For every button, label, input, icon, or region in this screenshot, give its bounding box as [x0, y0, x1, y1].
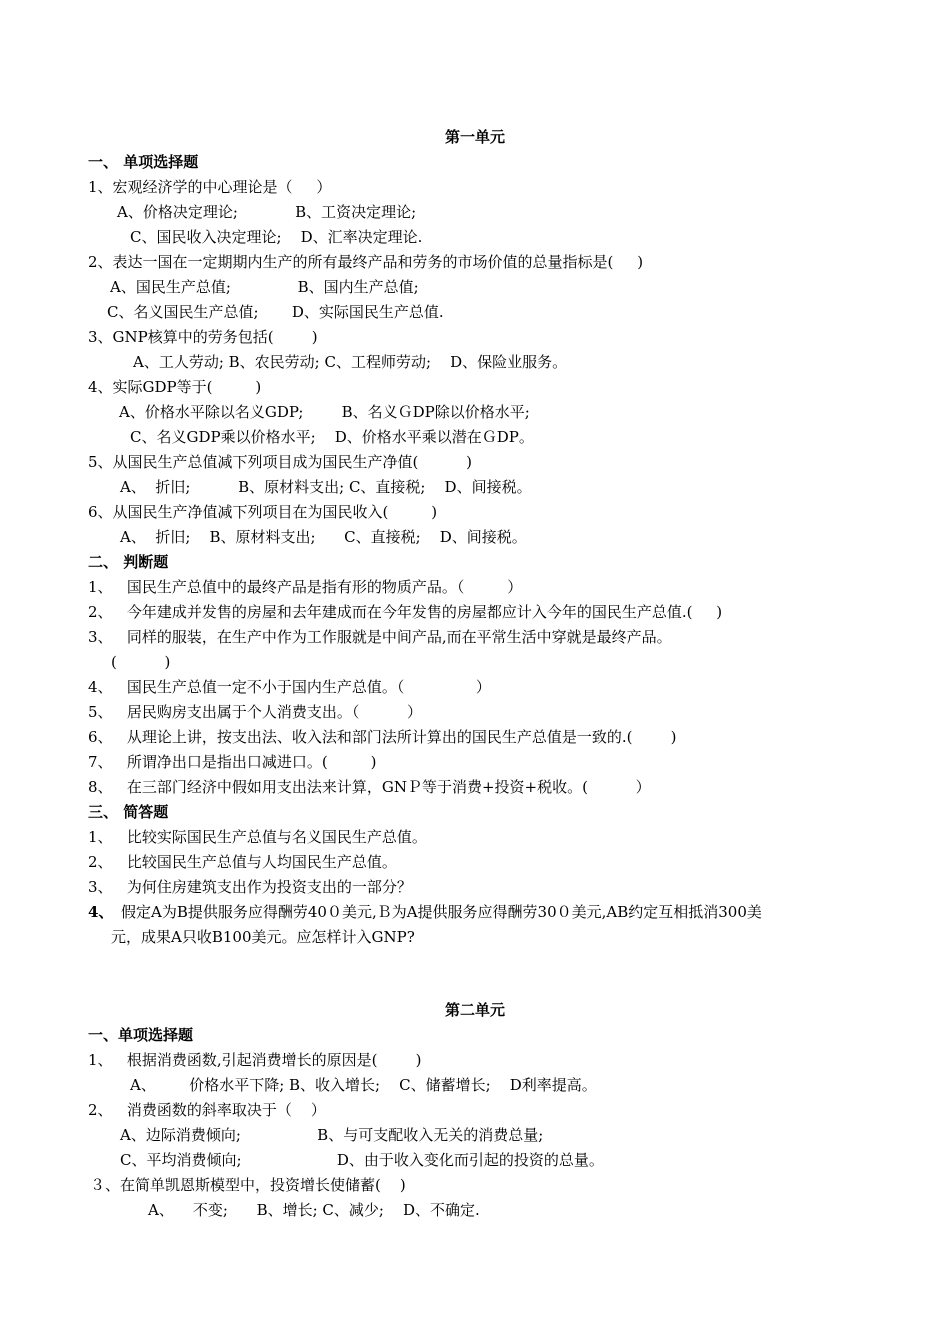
unit1-question-4: 4、实际GDP等于( ) — [88, 378, 262, 396]
unit1-short-answer-3: 3、 为何住房建筑支出作为投资支出的一部分？ — [88, 878, 412, 896]
unit1-title: 第一单元 — [444, 128, 505, 146]
unit1-question-3-options: A、工人劳动; B、农民劳动; C、工程师劳动; D、保险业服务。 — [133, 353, 568, 371]
unit1-question-2-options-b: C、名义国民生产总值; D、实际国民生产总值. — [107, 303, 444, 321]
unit1-question-4-options-b: C、名义GDP乘以价格水平; D、价格水平乘以潜在ＧDP。 — [130, 428, 534, 446]
unit1-judgement-8: 8、 在三部门经济中假如用支出法来计算，GNＰ等于消费+投资+税收。( ） — [88, 778, 651, 796]
unit1-short-answer-4: 假定A为B提供服务应得酬劳40０美元,Ｂ为A提供服务应得酬劳30０美元,AB约定互相抵消300美 — [121, 903, 762, 921]
unit1-section-short-answer: 三、 简答题 — [88, 803, 169, 821]
unit2-question-3-options: A、 不变; B、增长; C、减少; D、不确定. — [148, 1201, 480, 1219]
unit2-title: 第二单元 — [444, 1001, 505, 1019]
unit1-question-6: 6、从国民生产净值减下列项目在为国民收入( ) — [88, 503, 438, 521]
unit2-question-2-options-a: A、边际消费倾向; B、与可支配收入无关的消费总量; — [120, 1126, 544, 1144]
unit2-section-single-choice: 一、单项选择题 — [88, 1026, 194, 1044]
unit2-question-1-options: A、 价格水平下降; B、收入增长; C、储蓄增长; D利率提高。 — [130, 1076, 597, 1094]
unit1-judgement-1: 1、 国民生产总值中的最终产品是指有形的物质产品。（ ） — [88, 578, 523, 596]
unit1-question-5-options: A、 折旧; B、原材料支出; C、直接税; D、间接税。 — [120, 478, 532, 496]
unit1-section-single-choice: 一、 单项选择题 — [88, 153, 199, 171]
unit1-question-6-options: A、 折旧; B、原材料支出; C、直接税; D、间接税。 — [120, 528, 527, 546]
unit1-judgement-3-blank: ( ) — [111, 653, 171, 671]
unit1-short-answer-4-number: 4、 — [88, 903, 114, 921]
unit1-question-1-options-b: C、国民收入决定理论; D、汇率决定理论. — [130, 228, 423, 246]
unit1-short-answer-1: 1、 比较实际国民生产总值与名义国民生产总值。 — [88, 828, 427, 846]
unit1-section-true-false: 二、 判断题 — [88, 553, 169, 571]
unit1-question-1: 1、宏观经济学的中心理论是（ ） — [88, 178, 332, 196]
unit2-question-2: 2、 消费函数的斜率取决于（ ） — [88, 1101, 326, 1119]
unit1-judgement-7: 7、 所谓净出口是指出口减进口。( ) — [88, 753, 377, 771]
unit1-question-2: 2、表达一国在一定期期内生产的所有最终产品和劳务的市场价值的总量指标是( ) — [88, 253, 644, 271]
unit1-question-2-options-a: A、国民生产总值; B、国内生产总值; — [110, 278, 419, 296]
unit1-judgement-6: 6、 从理论上讲，按支出法、收入法和部门法所计算出的国民生产总值是一致的.( ) — [88, 728, 677, 746]
unit2-question-1: 1、 根据消费函数,引起消费增长的原因是( ) — [88, 1051, 422, 1069]
unit1-judgement-2: 2、 今年建成并发售的房屋和去年建成而在今年发售的房屋都应计入今年的国民生产总值.( ) — [88, 603, 723, 621]
unit2-question-2-options-b: C、平均消费倾向; D、由于收入变化而引起的投资的总量。 — [120, 1151, 604, 1169]
unit1-judgement-5: 5、 居民购房支出属于个人消费支出。（ ） — [88, 703, 423, 721]
unit1-question-5: 5、从国民生产总值减下列项目成为国民生产净值( ) — [88, 453, 472, 471]
unit1-short-answer-4-continued: 元，成果A只收B100美元。应怎样计入GNP? — [111, 928, 415, 946]
unit1-question-4-options-a: A、价格水平除以名义GDP; B、名义ＧDP除以价格水平; — [119, 403, 530, 421]
unit1-question-3: 3、GNP核算中的劳务包括( ) — [88, 328, 318, 346]
unit1-short-answer-2: 2、 比较国民生产总值与人均国民生产总值。 — [88, 853, 397, 871]
unit1-question-1-options-a: A、价格决定理论; B、工资决定理论; — [117, 203, 417, 221]
unit2-question-3: ３、在简单凯恩斯模型中，投资增长使储蓄( ) — [90, 1176, 406, 1194]
unit1-judgement-4: 4、 国民生产总值一定不小于国内生产总值。（ ） — [88, 678, 491, 696]
unit1-judgement-3: 3、 同样的服装，在生产中作为工作服就是中间产品,而在平常生活中穿就是最终产品。 — [88, 628, 672, 646]
